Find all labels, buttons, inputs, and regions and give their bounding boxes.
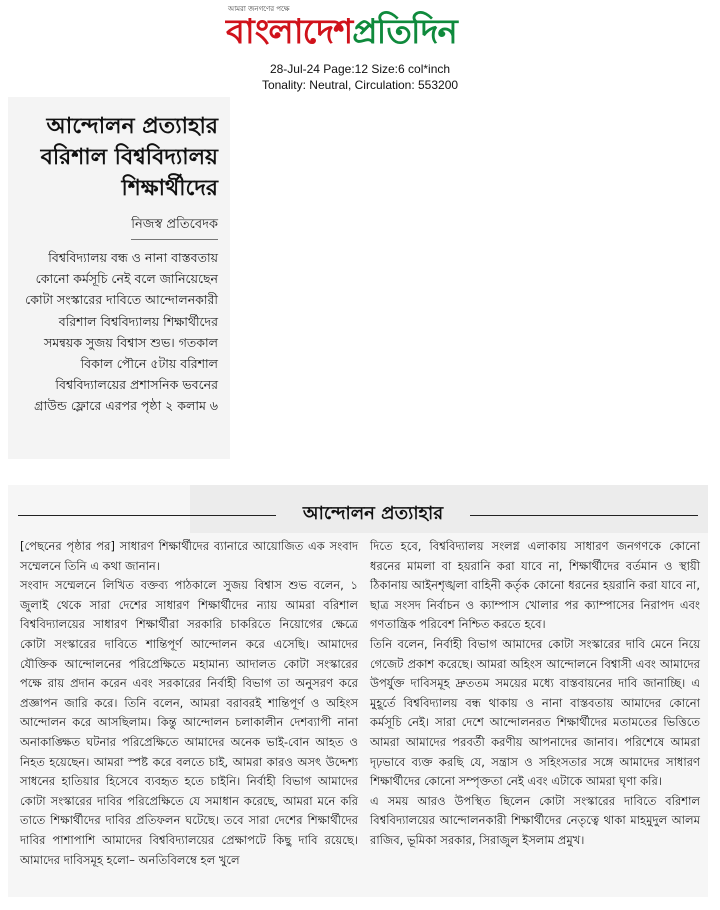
left-paragraph: সংবাদ সম্মেলনে লিখিত বক্তব্য পাঠকালে সুজয় বিশ্বাস শুভ বলেন, ১ জুলাই থেকে সারা দেশের সাধারণ শিক্ষার্থীদের ন্যায় আমরা বরিশাল বিশ্ববিদ্যালয়ের সাধারণ শিক্ষার্থীরা সরকারি চাকরিতে নিয়োগের ক্ষেত্রে কোটা সংস্কারের দাবিতে শান্তিপূর্ণ আন্দোলন করে এসেছি। আমাদের যৌক্তিক আন্দোলনের পরিপ্রেক্ষিতে মহামান্য আদালত কোটা সংস্কারের পক্ষে রায় প্রদান করেন এবং সরকারের নির্বাহী বিভাগ তা অনুসরণ করে প্রজ্ঞাপন জারি করে। তিনি বলেন, আমরা বরাবরই শান্তিপূর্ণ ও অহিংস আন্দোলন করে আসছিলাম। কিন্তু আন্দোলন চলাকালীন দেশব্যাপী নানা অনাকাঙ্ক্ষিত ঘটনার পরিপ্রেক্ষিতে আমাদের অনেক ভাই-বোন আহত ও নিহত হয়েছেন। আমরা স্পষ্ট করে বলতে চাই, আমরা কারও অসৎ উদ্দেশ্য সাধনের হাতিয়ার হিসেবে ব্যবহৃত হতে চাইনি। নির্বাহী বিভাগ আমাদের কোটা সংস্কারের দাবির পরিপ্রেক্ষিতে যে সমাধান করেছে, আমরা মনে করি তাতে শিক্ষার্থীদের দাবির প্রতিফলন ঘটেছে। তবে সারা দেশের শিক্ষার্থীদের দাবির পাশাপাশি আমাদের বিশ্ববিদ্যালয়ের প্রেক্ষাপটে কিছু দাবি রয়েছে। আমাদের দাবিসমূহ হলো– অনতিবিলম্বে হল খুলে xyxy=(20,578,358,867)
continuation-left-column xyxy=(20,537,358,870)
article-clipping xyxy=(8,97,230,459)
continuation-clipping xyxy=(8,485,708,897)
clipping-meta-tonality: Tonality: Neutral, Circulation: 553200 xyxy=(261,78,459,92)
right-paragraph: এ সময় আরও উপস্থিত ছিলেন কোটা সংস্কারের দাবিতে বরিশাল বিশ্ববিদ্যালয়ের আন্দোলনকারী শিক্ষার্থীদের নেতৃত্বে থাকা মাহমুদুল আলম রাজিব, ভূমিকা সরকার, সিরাজুল ইসলাম প্রমুখ। xyxy=(370,793,700,847)
continuation-title: আন্দোলন প্রত্যাহার xyxy=(302,503,444,524)
left-paragraph: [পেছনের পৃষ্ঠার পর] সাধারণ শিক্ষার্থীদের ব্যানারে আয়োজিত এক সংবাদ সম্মেলনে তিনি এ কথা জানান। xyxy=(20,539,358,573)
title-rule-right xyxy=(470,515,698,516)
title-rule-left xyxy=(18,515,276,516)
right-paragraph: দিতে হবে, বিশ্ববিদ্যালয় সংলগ্ন এলাকায় সাধারণ জনগণকে কোনো ধরনের মামলা বা হয়রানি করা যাবে না, শিক্ষার্থীদের বর্তমান ও স্থায়ী ঠিকানায় আইনশৃঙ্খলা বাহিনী কর্তৃক কোনো ধরনের হয়রানি করা যাবে না, ছাত্র সংসদ নির্বাচন ও ক্যাম্পাস খোলার পর ক্যাম্পাসের নিরাপদ এবং গণতান্ত্রিক পরিবেশ নিশ্চিত করতে হবে। xyxy=(370,539,700,632)
article-byline: নিজস্ব প্রতিবেদক xyxy=(131,215,218,240)
clipping-meta-date-page: 28-Jul-24 Page:12 Size:6 col*inch xyxy=(269,62,451,76)
logo-part-2: প্রতিদিন xyxy=(352,12,457,52)
article-headline: আন্দোলন প্রত্যাহার বরিশাল বিশ্ববিদ্যালয় শিক্ষার্থীদের xyxy=(40,113,218,201)
masthead xyxy=(0,0,720,95)
article-lead: বিশ্ববিদ্যালয় বন্ধ ও নানা বাস্তবতায় কোনো কর্মসূচি নেই বলে জানিয়েছেন কোটা সংস্কারের দাবিতে আন্দোলনকারী বরিশাল বিশ্ববিদ্যালয় শিক্ষার্থীদের সমন্বয়ক সুজয় বিশ্বাস শুভ। গতকাল বিকাল পৌনে ৫টায় বরিশাল বিশ্ববিদ্যালয়ের প্রশাসনিক ভবনের গ্রাউন্ড ফ্লোরে এরপর পৃষ্ঠা ২ কলাম ৬ xyxy=(25,250,218,414)
continuation-right-column xyxy=(370,537,700,851)
logo-part-1: বাংলাদেশ xyxy=(226,12,353,52)
right-paragraph: তিনি বলেন, নির্বাহী বিভাগ আমাদের কোটা সংস্কারের দাবি মেনে নিয়ে গেজেট প্রকাশ করেছে। আমরা অহিংস আন্দোলনে বিশ্বাসী এবং আমাদের উপর্যুক্ত দাবিসমূহ দ্রুততম সময়ের মধ্যে বাস্তবায়নের দাবি জানাচ্ছি। এ মুহূর্তে বিশ্ববিদ্যালয় বন্ধ থাকায় ও নানা বাস্তবতায় আমাদের কোনো কর্মসূচি নেই। সারা দেশে আন্দোলনরত শিক্ষার্থীদের মতামতের ভিত্তিতে আমরা আমাদের পরবর্তী করণীয় আপনাদের জানাব। পরিশেষে আমরা দৃঢ়ভাবে ব্যক্ত করছি যে, সন্ত্রাস ও সহিংসতার সঙ্গে আমাদের সাধারণ শিক্ষার্থীদের কোনো সম্পৃক্ততা নেই এবং এটাকে আমরা ঘৃণা করি। xyxy=(370,636,700,789)
newspaper-logo xyxy=(226,10,457,54)
masthead-tagline: আমরা জনগণের পক্ষে xyxy=(228,5,290,13)
